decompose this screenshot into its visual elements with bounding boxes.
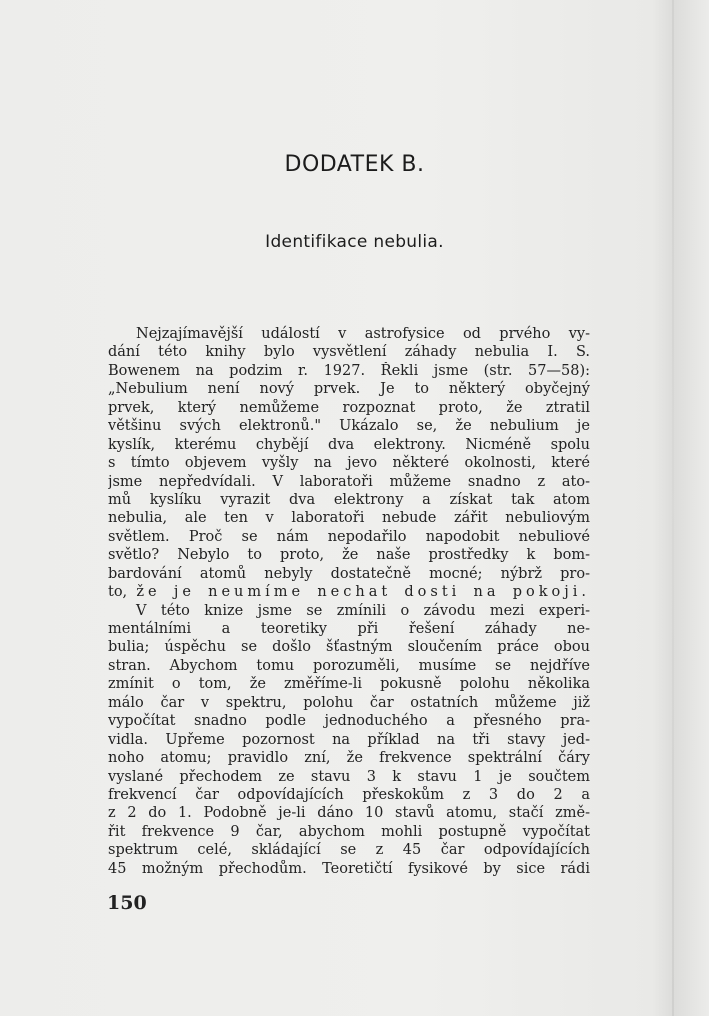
- text-line: mentálními a teoretiky při řešení záhady ne-: [108, 621, 590, 637]
- text-line: spektrum celé, skládající se z 45 čar odpovídajících: [108, 842, 590, 859]
- text-line: mů kyslíku vyrazit dva elektrony a získat tak atom: [108, 491, 590, 508]
- text-line: bardování atomů nebyly dostatečně mocné; nýbrž pro-: [108, 565, 590, 582]
- text-line: 45 možným přechodům. Teoretičtí fysikové by sice rádi: [108, 860, 590, 877]
- text-line: zmínit o tom, že změříme-li pokusně polohu několika: [108, 676, 590, 693]
- text-line: světlem. Proč se nám nepodařilo napodobit nebuliové: [108, 528, 590, 545]
- text-line: většinu svých elektronů." Ukázalo se, že nebulium je: [108, 418, 590, 435]
- text-line: vidla. Upřeme pozornost na příklad na tři stavy jed-: [108, 731, 590, 748]
- text-line-spaced: [108, 583, 590, 601]
- text-line: V této knize jsme se zmínili o závodu mezi experi-: [136, 602, 590, 619]
- text-line: „Nebulium není nový prvek. Je to některý obyčejný: [108, 381, 590, 398]
- page-title: DODATEK B.: [284, 152, 425, 177]
- text-line: s tímto objevem vyšly na jevo některé okolnosti, které: [108, 455, 590, 472]
- text-line: jsme nepředvídali. V laboratoři můžeme snadno z ato-: [108, 473, 590, 490]
- page-subtitle: Identifikace nebulia.: [265, 232, 444, 252]
- text-line: noho atomu; pravidlo zní, že frekvence spektrální čáry: [108, 750, 590, 767]
- text-line: málo čar v spektru, polohu čar ostatních můžeme již: [108, 694, 590, 711]
- text-line-prefix: to,: [108, 584, 137, 601]
- text-line: vyslané přechodem ze stavu 3 k stavu 1 je součtem: [108, 768, 590, 785]
- text-line: vypočítat snadno podle jednoduchého a přesného pra-: [108, 713, 590, 730]
- text-line: dání této knihy bylo vysvětlení záhady nebulia I. S.: [108, 344, 590, 361]
- spaced-emphasis: že je neumíme nechat dosti na pokoji.: [136, 584, 590, 601]
- text-line: nebulia, ale ten v laboratoři nebude zářit nebuliovým: [108, 510, 590, 527]
- body-text: [108, 325, 590, 878]
- text-line: Bowenem na podzim r. 1927. Řekli jsme (str. 57—58):: [108, 362, 590, 379]
- text-line: prvek, který nemůžeme rozpoznat proto, že ztratil: [108, 399, 590, 416]
- text-line: řit frekvence 9 čar, abychom mohli postupně vypočítat: [108, 823, 590, 840]
- page-number: 150: [107, 892, 147, 914]
- text-line: kyslík, kterému chybějí dva elektrony. Nicméně spolu: [108, 436, 590, 453]
- text-line: stran. Abychom tomu porozuměli, musíme se nejdříve: [108, 657, 590, 674]
- text-line: bulia; úspěchu se došlo šťastným sloučením práce obou: [108, 639, 590, 656]
- text-line: frekvencí čar odpovídajících přeskokům z 3 do 2 a: [108, 786, 590, 803]
- text-line: z 2 do 1. Podobně je-li dáno 10 stavů atomu, stačí změ-: [108, 805, 590, 822]
- text-line: Nejzajímavější událostí v astrofysice od prvého vy-: [136, 326, 590, 342]
- text-line: světlo? Nebylo to proto, že naše prostředky k bom-: [108, 547, 590, 564]
